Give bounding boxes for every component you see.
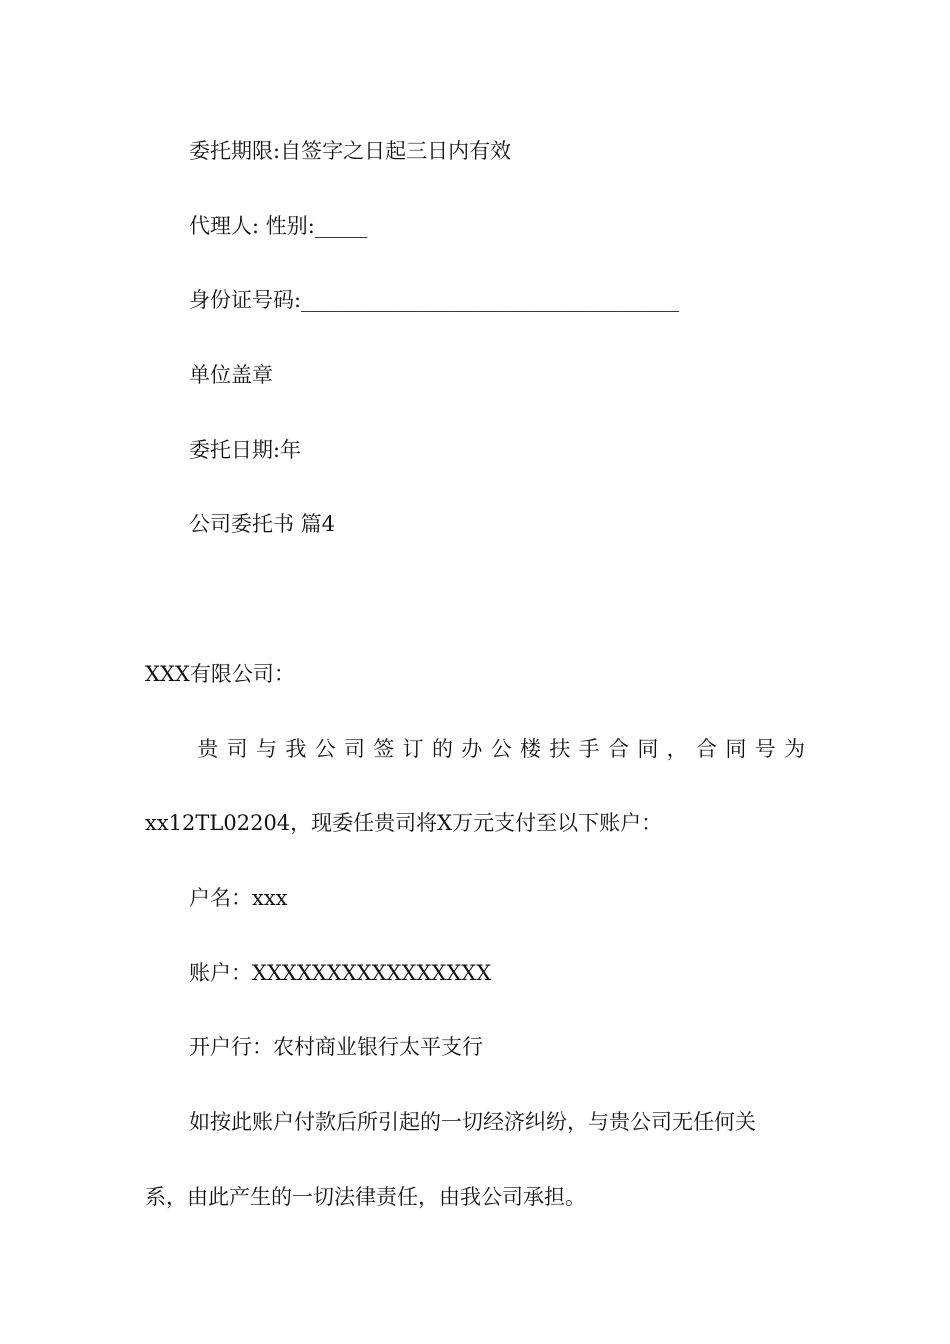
bank-line: 开户行：农村商业银行太平支行 <box>189 1035 483 1059</box>
liability-paragraph-line-2: 系，由此产生的一切法律责任，由我公司承担。 <box>145 1185 586 1209</box>
liability-paragraph-line-1: 如按此账户付款后所引起的一切经济纠纷，与贵公司无任何关 <box>189 1110 756 1134</box>
company-seal-line: 单位盖章 <box>189 363 273 387</box>
entrust-period-line: 委托期限:自签字之日起三日内有效 <box>189 139 512 163</box>
body-line1-text: 贵司与我公司签订的办公楼扶手合同，合同号为 <box>189 737 805 761</box>
id-number-line: 身份证号码:____________________________________ <box>189 288 680 312</box>
section-title: 公司委托书 篇4 <box>189 512 336 536</box>
account-name-line: 户名：xxx <box>189 886 288 910</box>
agent-gender-line: 代理人: 性别:_____ <box>189 214 368 238</box>
addressee-line: XXX有限公司： <box>145 662 295 686</box>
body-paragraph-line-2: xx12TL02204，现委任贵司将X万元支付至以下账户： <box>145 811 663 835</box>
account-number-line: 账户：XXXXXXXXXXXXXXXX <box>189 961 492 985</box>
body-paragraph-line-1 <box>145 734 805 764</box>
entrust-date-line: 委托日期:年 <box>189 438 302 462</box>
